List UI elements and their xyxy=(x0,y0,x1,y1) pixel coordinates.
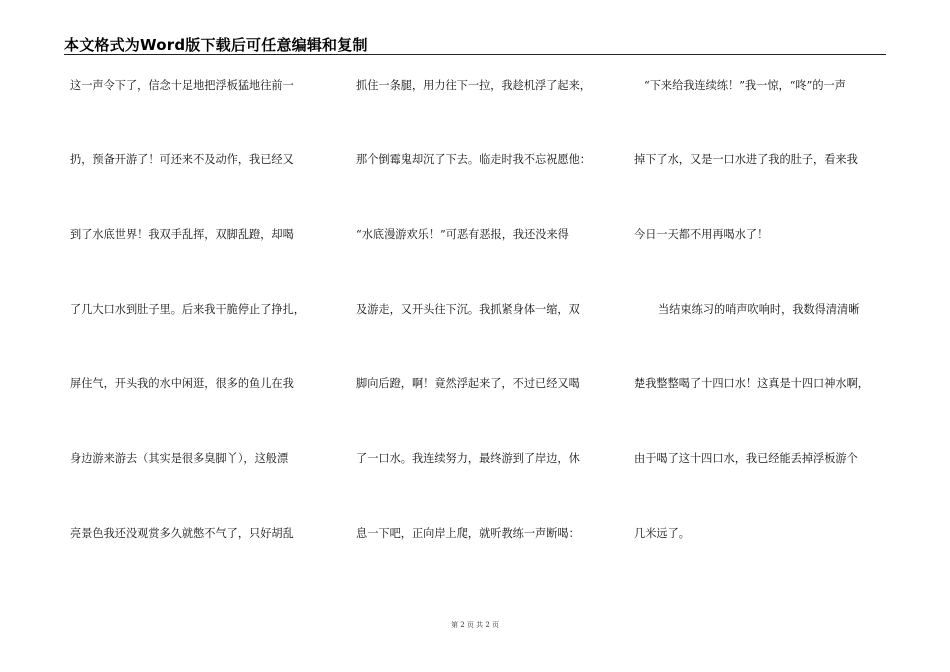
column-3-line-2: 掉下了水，又是一口水进了我的肚子，看来我 xyxy=(634,153,858,166)
column-3-line-1: “下来给我连续练！”我一惊，“咚”的一声 xyxy=(644,79,846,92)
column-1-line-1: 这一声令下了，信念十足地把浮板猛地往前一 xyxy=(70,79,294,92)
column-3-line-7: 几米远了。 xyxy=(634,527,690,540)
page-header-title: 本文格式为Word版下载后可任意编辑和复制 xyxy=(64,36,368,54)
column-1-line-2: 扔，预备开游了！可还来不及动作，我已经又 xyxy=(70,153,294,166)
page-number-footer: 第 2 页 共 2 页 xyxy=(450,621,500,629)
column-1-line-6: 身边游来游去（其实是很多臭脚丫），这般漂 xyxy=(70,452,289,465)
column-1-line-7: 亮景色我还没观赏多久就憋不气了，只好胡乱 xyxy=(70,527,294,540)
column-3-line-6: 由于喝了这十四口水，我已经能丢掉浮板游个 xyxy=(634,452,858,465)
column-2-line-2: 那个倒霉鬼却沉了下去。临走时我不忘祝愿他： xyxy=(356,153,591,166)
column-3-line-4: 当结束练习的哨声吹响时，我数得清清晰 xyxy=(658,303,860,316)
text-column-1 xyxy=(70,0,332,672)
column-2-line-5: 脚向后蹬，啊！竟然浮起来了，不过已经又喝 xyxy=(356,377,580,390)
text-column-3 xyxy=(634,0,892,672)
column-2-line-7: 息一下吧，正向岸上爬，就听教练一声断喝： xyxy=(356,527,580,540)
column-2-line-4: 及游走，又开头往下沉。我抓紧身体一缩，双 xyxy=(356,303,580,316)
column-1-line-3: 到了水底世界！我双手乱挥，双脚乱蹬，却喝 xyxy=(70,228,294,241)
column-1-line-4: 了几大口水到肚子里。后来我干脆停止了挣扎， xyxy=(70,303,305,316)
text-column-2 xyxy=(356,0,608,672)
column-2-line-6: 了一口水。我连续努力，最终游到了岸边，休 xyxy=(356,452,580,465)
column-1-line-5: 屏住气，开头我的水中闲逛，很多的鱼儿在我 xyxy=(70,377,294,390)
column-2-line-1: 抓住一条腿，用力往下一拉，我趁机浮了起来， xyxy=(356,79,591,92)
column-3-line-3: 今日一天都不用再喝水了！ xyxy=(634,228,769,241)
column-3-line-5: 楚我整整喝了十四口水！这真是十四口神水啊， xyxy=(634,377,869,390)
column-2-line-3: “水底漫游欢乐！”可恶有恶报，我还没来得 xyxy=(356,228,569,241)
